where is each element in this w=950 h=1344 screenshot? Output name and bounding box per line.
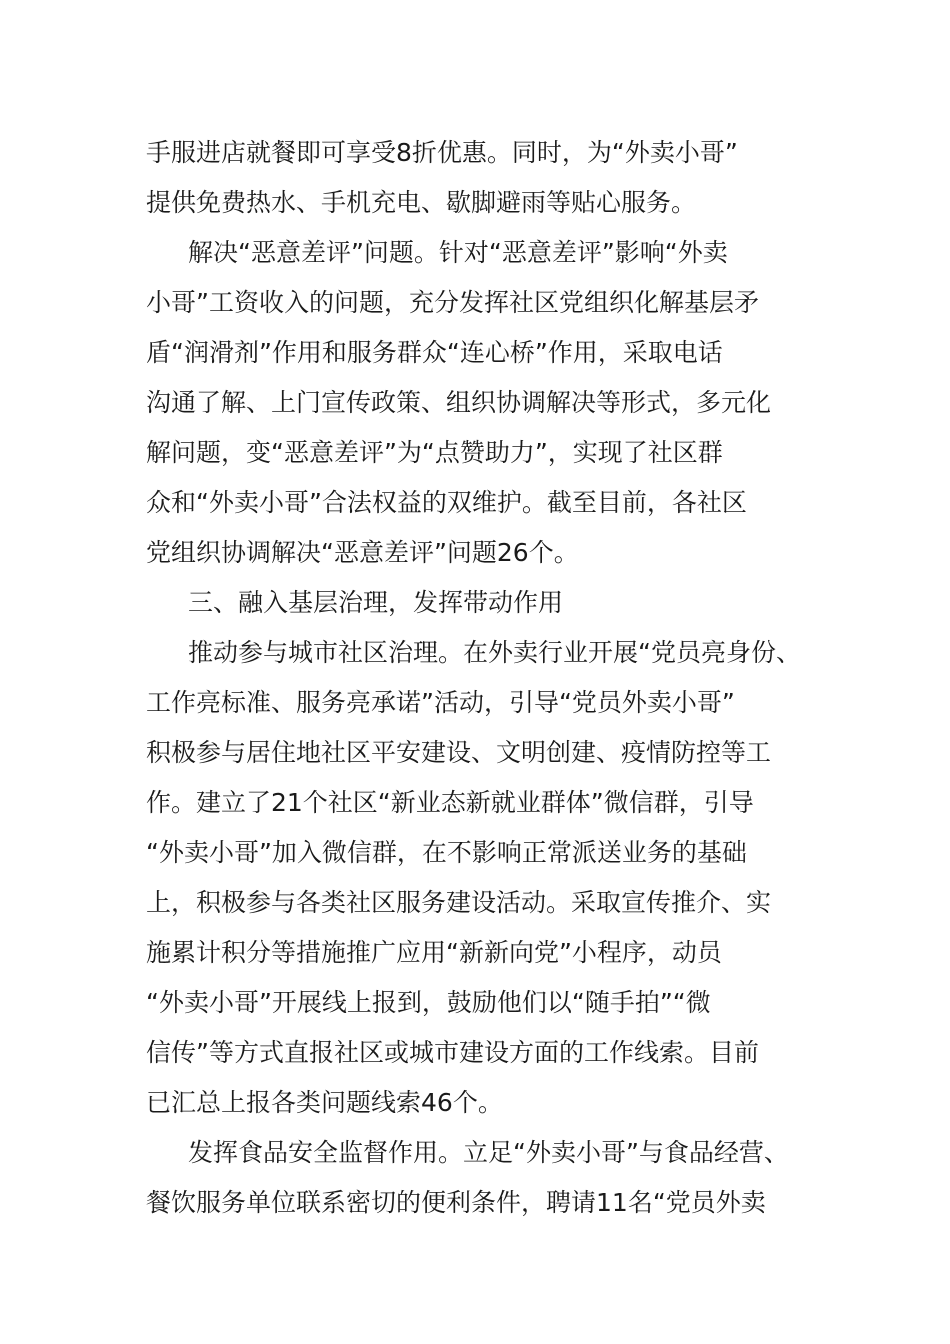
text-line-20: 已汇总上报各类问题线索46个。 bbox=[146, 1088, 503, 1117]
text-line-11: 推动参与城市社区治理。在外卖行业开展“党员亮身份、 bbox=[188, 638, 801, 667]
text-line-13: 积极参与居住地社区平安建设、文明创建、疫情防控等工 bbox=[146, 738, 772, 767]
text-line-6: 沟通了解、上门宣传政策、组织协调解决等形式，多元化 bbox=[146, 388, 772, 417]
text-line-8: 众和“外卖小哥”合法权益的双维护。截至目前，各社区 bbox=[146, 488, 747, 517]
text-line-22: 餐饮服务单位联系密切的便利条件，聘请11名“党员外卖 bbox=[146, 1188, 766, 1217]
text-line-1: 手服进店就餐即可享受8折优惠。同时，为“外卖小哥” bbox=[146, 138, 738, 167]
text-line-12: 工作亮标准、服务亮承诺”活动，引导“党员外卖小哥” bbox=[146, 688, 735, 717]
text-line-15: “外卖小哥”加入微信群，在不影响正常派送业务的基础 bbox=[146, 838, 747, 867]
text-line-7: 解问题，变“恶意差评”为“点赞助力”，实现了社区群 bbox=[146, 438, 723, 467]
text-line-4: 小哥”工资收入的问题，充分发挥社区党组织化解基层矛 bbox=[146, 288, 759, 317]
section-heading: 三、融入基层治理，发挥带动作用 bbox=[188, 588, 564, 617]
body-text bbox=[146, 128, 816, 1228]
text-line-18: “外卖小哥”开展线上报到，鼓励他们以“随手拍”“微 bbox=[146, 988, 711, 1017]
text-line-17: 施累计积分等措施推广应用“新新向党”小程序，动员 bbox=[146, 938, 722, 967]
text-line-21: 发挥食品安全监督作用。立足“外卖小哥”与食品经营、 bbox=[188, 1138, 789, 1167]
text-line-19: 信传”等方式直报社区或城市建设方面的工作线索。目前 bbox=[146, 1038, 759, 1067]
text-line-3: 解决“恶意差评”问题。针对“恶意差评”影响“外卖 bbox=[188, 238, 728, 267]
text-line-5: 盾“润滑剂”作用和服务群众“连心桥”作用，采取电话 bbox=[146, 338, 723, 367]
text-line-16: 上，积极参与各类社区服务建设活动。采取宣传推介、实 bbox=[146, 888, 772, 917]
text-line-9: 党组织协调解决“恶意差评”问题26个。 bbox=[146, 538, 579, 567]
text-line-14: 作。建立了21个社区“新业态新就业群体”微信群，引导 bbox=[146, 788, 754, 817]
text-line-2: 提供免费热水、手机充电、歇脚避雨等贴心服务。 bbox=[146, 188, 697, 217]
